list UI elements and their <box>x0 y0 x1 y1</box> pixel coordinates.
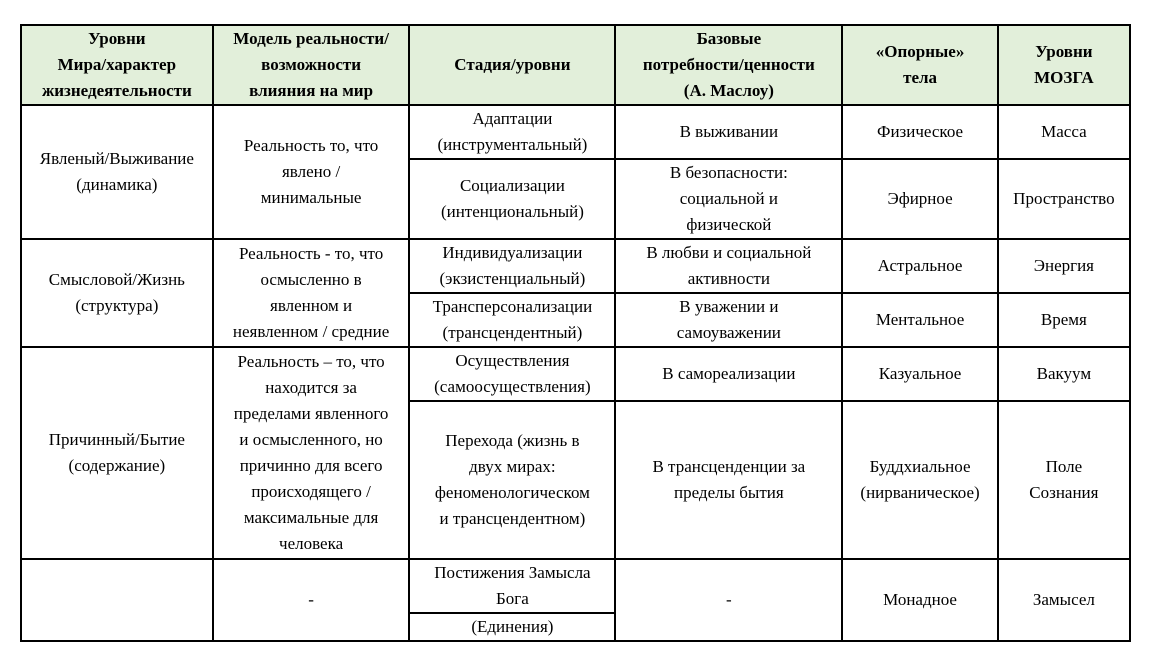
header-bodies: «Опорные» тела <box>842 25 997 105</box>
body-cell: Эфирное <box>842 159 997 239</box>
body-cell: Буддхиальное (нирваническое) <box>842 401 997 559</box>
brain-cell: Пространство <box>998 159 1130 239</box>
body-cell: Астральное <box>842 239 997 293</box>
stage-cell: (Единения) <box>409 613 615 641</box>
header-needs: Базовые потребности/ценности (А. Маслоу) <box>615 25 842 105</box>
header-stage: Стадия/уровни <box>409 25 615 105</box>
body-cell: Казуальное <box>842 347 997 401</box>
body-cell: Физическое <box>842 105 997 159</box>
level-cell: Причинный/Бытие (содержание) <box>21 347 213 559</box>
brain-cell: Вакуум <box>998 347 1130 401</box>
brain-cell: Энергия <box>998 239 1130 293</box>
need-cell: В самореализации <box>615 347 842 401</box>
stage-cell: Социализации (интенциональный) <box>409 159 615 239</box>
table-row <box>21 347 1130 401</box>
level-cell: Явленый/Выживание (динамика) <box>21 105 213 239</box>
need-cell: В уважении и самоуважении <box>615 293 842 347</box>
stage-cell: Индивидуализации (экзистенциальный) <box>409 239 615 293</box>
need-cell: В любви и социальной активности <box>615 239 842 293</box>
model-cell: Реальность - то, что осмысленно в явленном и неявленном / средние <box>213 239 410 347</box>
model-cell: Реальность – то, что находится за пределами явленного и осмысленного, но причинно для всего происходящего / максимальные для человека <box>213 347 410 559</box>
table-row <box>21 105 1130 159</box>
model-cell: - <box>213 559 410 641</box>
header-levels-world: Уровни Мира/характер жизнедеятельности <box>21 25 213 105</box>
need-cell: В выживании <box>615 105 842 159</box>
brain-cell: Поле Сознания <box>998 401 1130 559</box>
model-cell: Реальность то, что явлено / минимальные <box>213 105 410 239</box>
stage-cell: Адаптации (инструментальный) <box>409 105 615 159</box>
brain-cell: Время <box>998 293 1130 347</box>
brain-cell: Замысел <box>998 559 1130 641</box>
header-row <box>21 25 1130 105</box>
levels-table <box>20 24 1131 642</box>
level-cell-empty <box>21 559 213 641</box>
header-brain: Уровни МОЗГА <box>998 25 1130 105</box>
header-reality-model: Модель реальности/ возможности влияния на мир <box>213 25 410 105</box>
level-cell: Смысловой/Жизнь (структура) <box>21 239 213 347</box>
body-cell: Ментальное <box>842 293 997 347</box>
stage-cell: Осуществления (самоосуществления) <box>409 347 615 401</box>
stage-cell: Постижения Замысла Бога <box>409 559 615 613</box>
need-cell: В трансценденции за пределы бытия <box>615 401 842 559</box>
table-row <box>21 559 1130 613</box>
brain-cell: Масса <box>998 105 1130 159</box>
need-cell: В безопасности: социальной и физической <box>615 159 842 239</box>
table-row <box>21 239 1130 293</box>
stage-cell: Трансперсонализации (трансцендентный) <box>409 293 615 347</box>
body-cell: Монадное <box>842 559 997 641</box>
stage-cell: Перехода (жизнь в двух мирах: феноменологическом и трансцендентном) <box>409 401 615 559</box>
need-cell: - <box>615 559 842 641</box>
